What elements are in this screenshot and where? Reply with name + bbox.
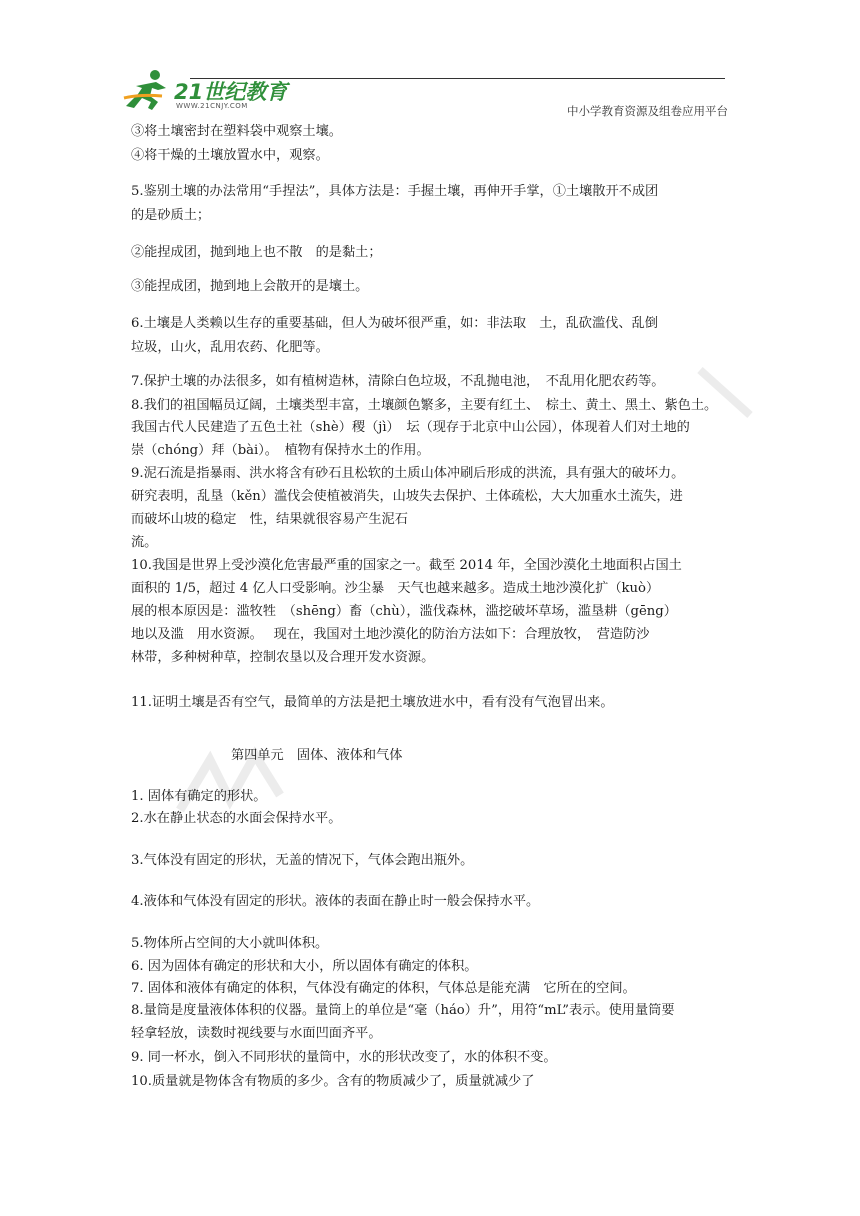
text-line: 1. 固体有确定的形状。 xyxy=(131,789,267,804)
text-line: ②能捏成团，抛到地上也不散 的是黏土； xyxy=(131,245,382,260)
text-line: 我国古代人民建造了五色土社（shè）稷（jì） 坛（现存于北京中山公园），体现着人们对土地的 xyxy=(131,420,690,435)
text-line: 的是砂质土； xyxy=(131,208,211,223)
text-line: 5.物体所占空间的大小就叫体积。 xyxy=(131,936,329,951)
text-line: 而破坏山坡的稳定 性，结果就很容易产生泥石 xyxy=(131,512,408,527)
text-line: 9. 同一杯水，倒入不同形状的量筒中，水的形状改变了，水的体积不变。 xyxy=(131,1050,557,1065)
text-line: 7.保护土壤的办法很多，如有植树造林，清除白色垃圾，不乱抛电池， 不乱用化肥农药等。 xyxy=(131,374,665,389)
text-line: 地以及滥 用水资源。 现在，我国对土地沙漠化的防治方法如下：合理放牧， 营造防沙 xyxy=(131,627,650,642)
text-line: 崇（chóng）拜（bài）。 植物有保持水土的作用。 xyxy=(131,443,430,458)
running-figure-icon xyxy=(122,68,178,114)
text-line: 9.泥石流是指暴雨、洪水将含有砂石且松软的土质山体冲刷后形成的洪流，具有强大的破坏力。 xyxy=(131,466,685,481)
text-line: 流。 xyxy=(131,535,158,550)
header-rule xyxy=(190,78,725,79)
text-line: 研究表明，乱垦（kěn）滥伐会使植被消失，山坡失去保护、土体疏松，大大加重水土流失，进 xyxy=(131,489,683,504)
text-line: 10.质量就是物体含有物质的多少。含有的物质减少了，质量就减少了 xyxy=(131,1074,535,1089)
text-line: 8.量筒是度量液体体积的仪器。量筒上的单位是“毫（háo）升”，用符“mL”表示。使用量筒要 xyxy=(131,1003,675,1018)
logo-text: 21世纪教育 xyxy=(174,80,288,104)
watermark-mark xyxy=(690,360,760,430)
platform-name: 中小学教育资源及组卷应用平台 xyxy=(567,104,728,118)
text-line: 展的根本原因是：滥牧牲 （shēng）畜（chù），滥伐森林，滥挖破坏草场，滥垦耕（gēng） xyxy=(131,604,677,619)
text-line: 7. 固体和液体有确定的体积，气体没有确定的体积，气体总是能充满 它所在的空间。 xyxy=(131,981,636,996)
text-line: 5.鉴别土壤的办法常用“手捏法”，具体方法是：手握土壤，再伸开手掌，①土壤散开不成团 xyxy=(131,184,659,199)
text-line: ④将干燥的土壤放置水中，观察。 xyxy=(131,148,329,163)
text-line: 3.气体没有固定的形状，无盖的情况下，气体会跑出瓶外。 xyxy=(131,853,474,868)
text-line: 4.液体和气体没有固定的形状。液体的表面在静止时一般会保持水平。 xyxy=(131,894,540,909)
text-line: 轻拿轻放，读数时视线要与水面凹面齐平。 xyxy=(131,1026,382,1041)
text-line: 6.土壤是人类赖以生存的重要基础，但人为破坏很严重，如：非法取 土，乱砍滥伐、乱倒 xyxy=(131,316,658,331)
text-line: 8.我们的祖国幅员辽阔，土壤类型丰富，土壤颜色繁多，主要有红土、 棕土、黄土、黑土、紫色土。 xyxy=(131,398,718,413)
logo-url: WWW.21CNJY.COM xyxy=(176,102,248,110)
text-line: ③将土壤密封在塑料袋中观察土壤。 xyxy=(131,124,342,139)
text-line: 面积的 1/5，超过 4 亿人口受影响。沙尘暴 天气也越来越多。造成土地沙漠化扩（kuò） xyxy=(131,581,660,596)
page-header xyxy=(0,0,860,122)
text-line: 垃圾，山火，乱用农药、化肥等。 xyxy=(131,340,329,355)
section-heading: 第四单元 固体、液体和气体 xyxy=(231,748,403,763)
logo xyxy=(122,68,292,118)
text-line: 2.水在静止状态的水面会保持水平。 xyxy=(131,811,342,826)
text-line: 11.证明土壤是否有空气，最简单的方法是把土壤放进水中，看有没有气泡冒出来。 xyxy=(131,695,614,710)
text-line: 林带，多种树种草，控制农垦以及合理开发水资源。 xyxy=(131,650,435,665)
text-line: 10.我国是世界上受沙漠化危害最严重的国家之一。截至 2014 年，全国沙漠化土地面积占国土 xyxy=(131,558,682,573)
text-line: 6. 因为固体有确定的形状和大小，所以固体有确定的体积。 xyxy=(131,959,478,974)
text-line: ③能捏成团，抛到地上会散开的是壤土。 xyxy=(131,279,369,294)
